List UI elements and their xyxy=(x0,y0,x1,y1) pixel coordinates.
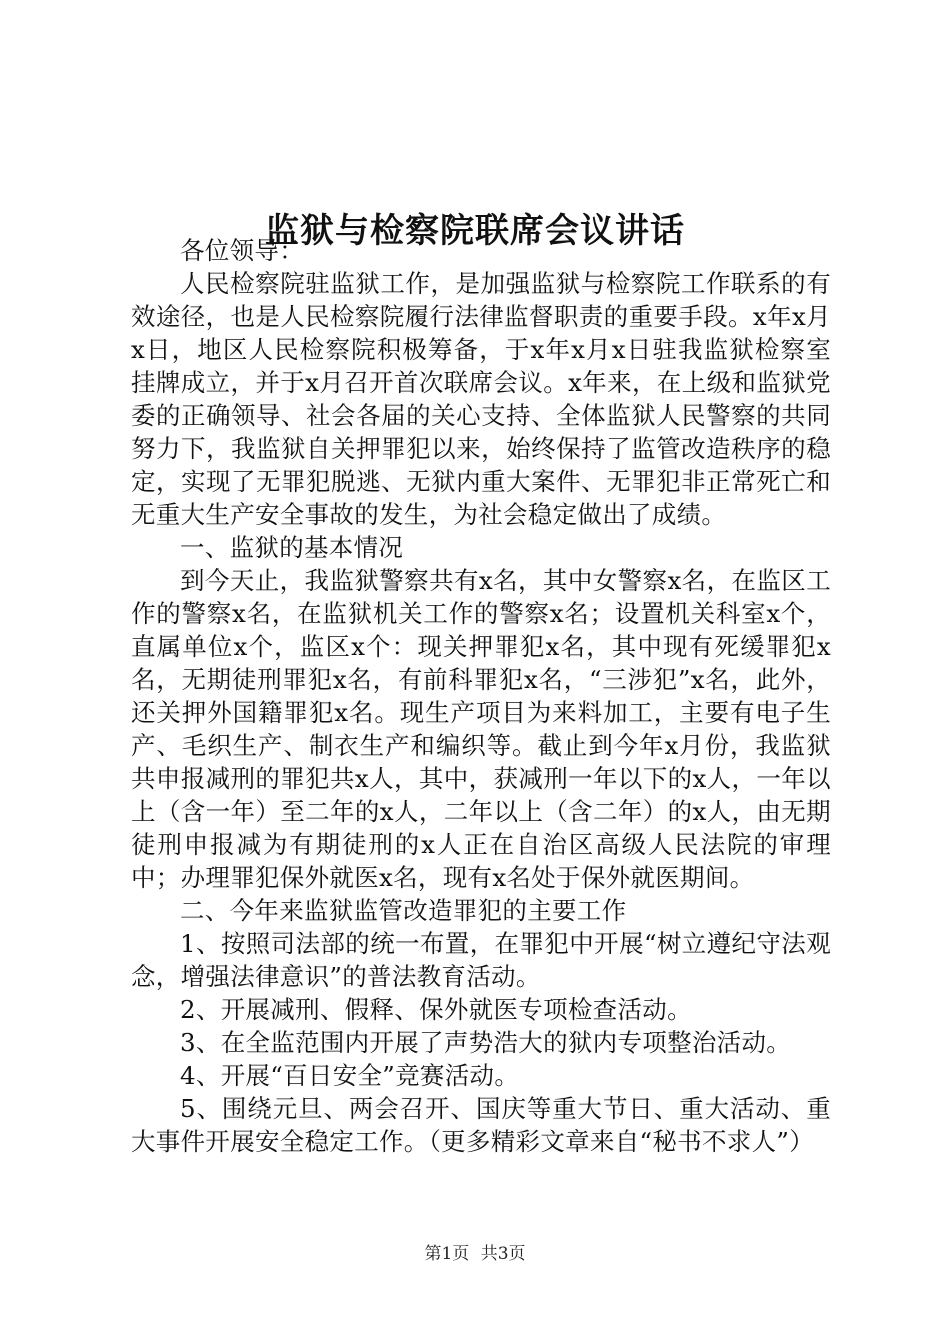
page-footer xyxy=(0,1243,950,1265)
basic-info-paragraph: 到今天止，我监狱警察共有x名，其中女警察x名，在监区工作的警察x名，在监狱机关工作的警察x名；设置机关科室x个，直属单位x个，监区x个：现关押罪犯x名，其中现有死缓罪犯x名，无期徒刑罪犯x名，有前科罪犯x名，“三涉犯”x名，此外，还关押外国籍罪犯x名。现生产项目为来料加工，主要有电子生产、毛织生产、制衣生产和编织等。截止到今年x月份，我监狱共申报减刑的罪犯共x人，其中，获减刑一年以下的x人，一年以上（含一年）至二年的x人，二年以上（含二年）的x人，由无期徒刑申报减为有期徒刑的x人正在自治区高级人民法院的审理中；办理罪犯保外就医x名，现有x名处于保外就医期间。 xyxy=(131,566,831,892)
work-item-5: 5、围绕元旦、两会召开、国庆等重大节日、重大活动、重大事件开展安全稳定工作。（更多精彩文章来自“秘书不求人”） xyxy=(131,1094,831,1156)
work-item-1: 1、按照司法部的统一布置，在罪犯中开展“树立遵纪守法观念，增强法律意识”的普法教育活动。 xyxy=(131,929,831,991)
document-title: 监狱与检察院联席会议讲话 xyxy=(265,210,685,251)
page-number: 第1页 xyxy=(424,1244,470,1264)
salutation: 各位领导： xyxy=(180,236,304,265)
work-item-3: 3、在全监范围内开展了声势浩大的狱内专项整治活动。 xyxy=(180,1028,792,1057)
page-total: 共3页 xyxy=(480,1244,526,1264)
document-body xyxy=(131,234,831,1158)
section-heading-main-work: 二、今年来监狱监管改造罪犯的主要工作 xyxy=(180,896,627,925)
work-item-2: 2、开展减刑、假释、保外就医专项检查活动。 xyxy=(180,995,692,1024)
section-heading-basic-info: 一、监狱的基本情况 xyxy=(180,533,404,562)
work-item-4: 4、开展“百日安全”竞赛活动。 xyxy=(180,1061,520,1090)
intro-paragraph: 人民检察院驻监狱工作，是加强监狱与检察院工作联系的有效途径，也是人民检察院履行法律监督职责的重要手段。x年x月x日，地区人民检察院积极筹备，于x年x月x日驻我监狱检察室挂牌成立，并于x月召开首次联席会议。x年来，在上级和监狱党委的正确领导、社会各届的关心支持、全体监狱人民警察的共同努力下，我监狱自关押罪犯以来，始终保持了监管改造秩序的稳定，实现了无罪犯脱逃、无狱内重大案件、无罪犯非正常死亡和无重大生产安全事故的发生，为社会稳定做出了成绩。 xyxy=(131,269,831,529)
